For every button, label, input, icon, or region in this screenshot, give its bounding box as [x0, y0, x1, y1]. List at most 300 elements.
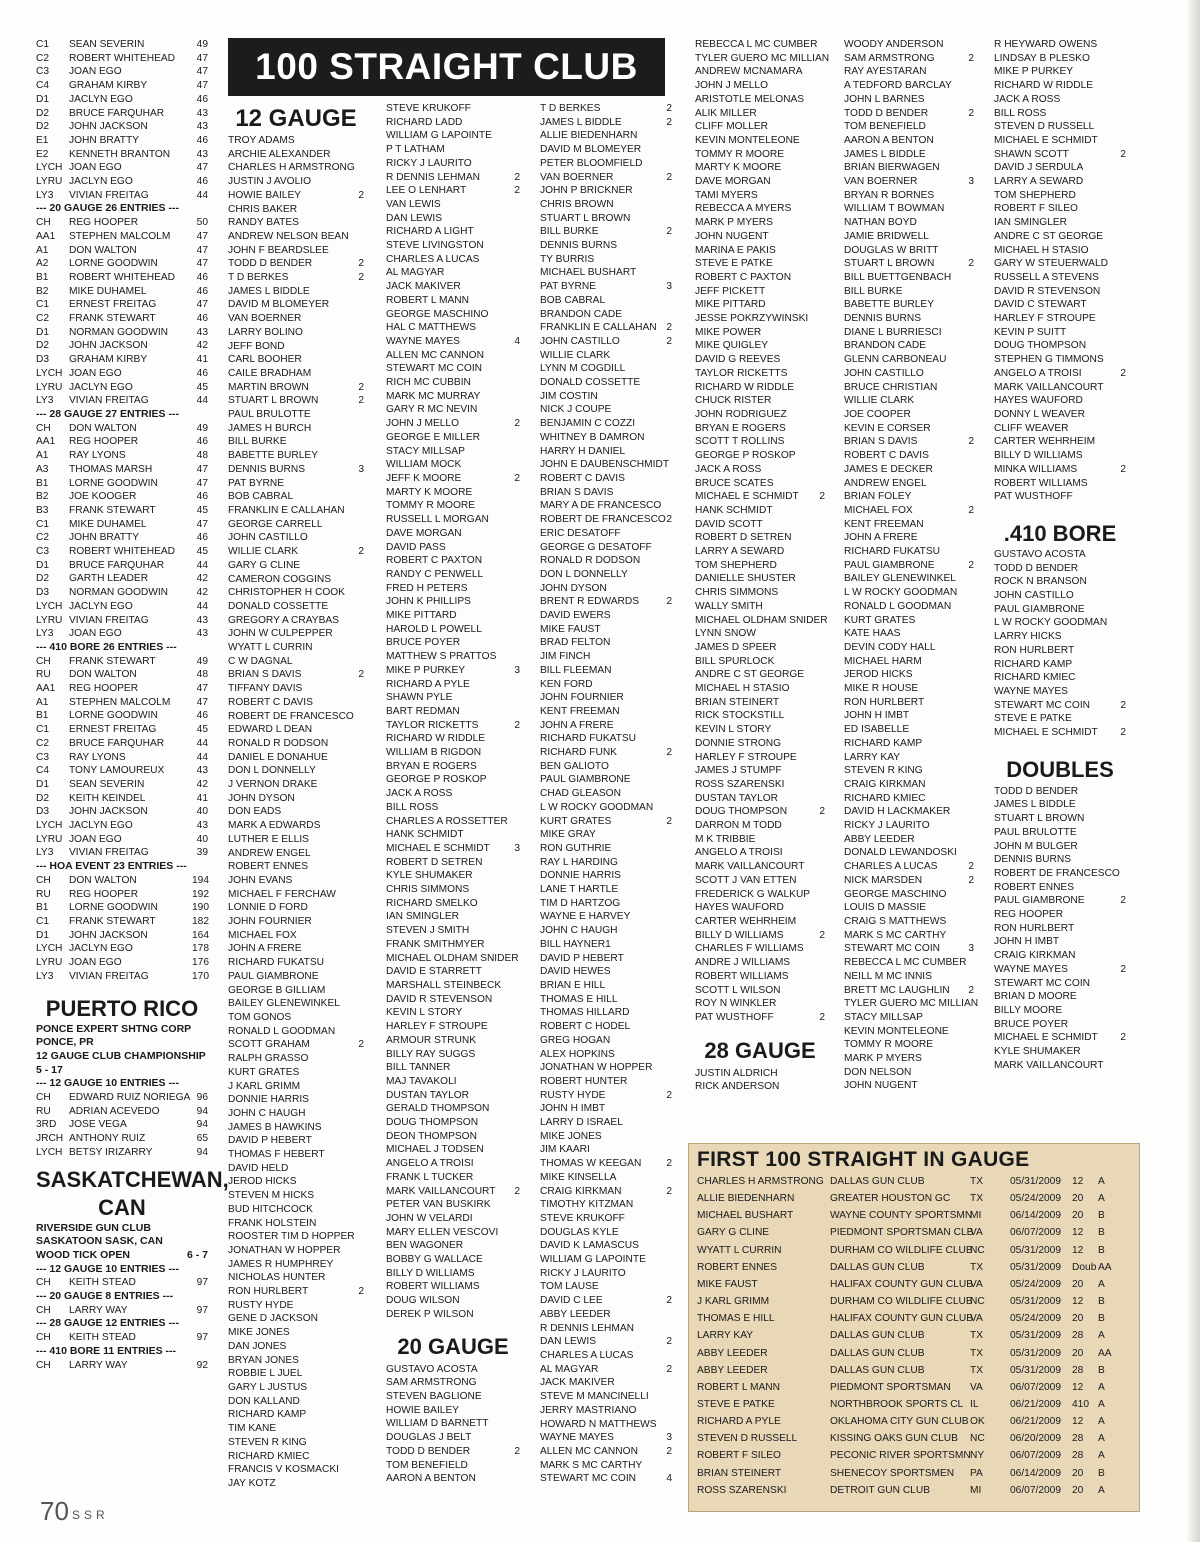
repeat-count [1110, 712, 1126, 726]
shooter-name: STUART L BROWN [844, 258, 935, 270]
shooter-name: TOM GONOS [228, 1012, 292, 1023]
result-row [36, 737, 208, 751]
shooter-name: JAMIE BRIDWELL [844, 230, 929, 242]
shooter-name: STACY MILLSAP [386, 445, 465, 457]
club-member-row [228, 641, 364, 655]
club-member-row [228, 1093, 364, 1107]
state: NC [970, 1296, 985, 1308]
repeat-count [1110, 1059, 1126, 1073]
class-code: LYCH [36, 1146, 63, 1158]
class-code: D1 [36, 929, 50, 941]
class: A [1098, 1433, 1105, 1445]
club-member-row [540, 554, 672, 568]
club-member-row [540, 965, 672, 979]
shooter-name: ROBERT C DAVIS [844, 450, 929, 462]
club-member-row [386, 349, 520, 363]
shooter-name: ANDREW ENGEL [228, 847, 311, 859]
repeat-count [348, 1395, 364, 1409]
club-member-row [228, 559, 364, 573]
shooter-name: GEORGE MASCHINO [386, 308, 489, 320]
repeat-count [1110, 65, 1126, 79]
result-row [36, 833, 208, 847]
club-member-row [540, 609, 672, 623]
club-member-row [540, 321, 672, 335]
date: 06/14/2009 [1010, 1210, 1061, 1222]
repeat-count [1110, 922, 1126, 936]
shooter-name: JAMES R HUMPHREY [228, 1258, 334, 1270]
score: 46 [196, 285, 208, 297]
date: 06/07/2009 [1010, 1227, 1061, 1239]
club-member-row [386, 541, 520, 555]
repeat-count [1110, 339, 1126, 353]
score: 47 [196, 230, 208, 242]
repeat-count [1110, 490, 1126, 504]
shooter-name: WAYNE MAYES [994, 685, 1068, 697]
repeat-count [656, 431, 672, 445]
club-member-row [540, 732, 672, 746]
shooter-name: JACLYN EGO [69, 381, 133, 393]
shooter-name: SCOTT T ROLLINS [695, 436, 785, 448]
shooter-name: TAYLOR RICKETTS [386, 719, 479, 731]
class-code: A1 [36, 696, 49, 708]
shooter-name: WYATT L CURRIN [697, 1244, 782, 1256]
club-member-row [540, 1294, 672, 1308]
repeat-count [958, 545, 974, 559]
repeat-count [504, 910, 520, 924]
repeat-count [809, 723, 825, 737]
shooter-name: ALLIE BIEDENHARN [540, 130, 638, 142]
shooter-name: STUART L BROWN [540, 212, 631, 224]
shooter-name: RUSTY HYDE [228, 1299, 294, 1311]
club-member-row [228, 490, 364, 504]
repeat-count: 2 [666, 1363, 672, 1375]
shooter-name: TOMMY R MOORE [844, 1039, 934, 1051]
shooter-name: JOHN NUGENT [695, 230, 769, 242]
section-title-20-gauge: 20 GAUGE [397, 1333, 509, 1359]
repeat-count: 2 [358, 189, 364, 201]
club-member-row [386, 1390, 520, 1404]
shooter-name: CAMERON COGGINS [228, 573, 332, 585]
class-code: LYCH [36, 820, 63, 832]
club-member-row [844, 1038, 974, 1052]
shooter-name: JEFF K MOORE [386, 472, 462, 484]
club-name: PIEDMONT SPORTSMAN [830, 1381, 951, 1393]
shooter-name: DAVID SCOTT [695, 518, 763, 530]
club-member-row [695, 518, 825, 532]
shooter-name: ALIK MILLER [695, 107, 757, 119]
club-member-row [695, 833, 825, 847]
club-member-row [228, 257, 364, 271]
result-row [36, 161, 208, 175]
club-member-row [994, 463, 1126, 477]
club-member-row [994, 148, 1126, 162]
result-row [36, 490, 208, 504]
state: PA [970, 1467, 983, 1479]
shooter-name: AARON A BENTON [386, 1473, 476, 1485]
shooter-name: DAVE MORGAN [695, 176, 771, 188]
repeat-count [504, 499, 520, 513]
shooter-name: LARRY HICKS [994, 631, 1062, 643]
result-row [36, 668, 208, 682]
club-member-row [994, 908, 1126, 922]
shooter-name: STEVE KRUKOFF [540, 1212, 625, 1224]
class-code: D3 [36, 806, 50, 818]
repeat-count [809, 751, 825, 765]
first-straight-row [697, 1245, 1128, 1256]
repeat-count [656, 1308, 672, 1322]
repeat-count [1110, 161, 1126, 175]
club-member-row [540, 842, 672, 856]
repeat-count [348, 1340, 364, 1354]
club-member-row [386, 1280, 520, 1294]
shooter-name: GRAHAM KIRBY [69, 354, 148, 366]
shooter-name: DONNY L WEAVER [994, 408, 1085, 420]
shooter-name: MIKE P PURKEY [994, 66, 1074, 78]
score: 47 [196, 52, 208, 64]
repeat-count [1110, 326, 1126, 340]
club-member-row [994, 449, 1126, 463]
club-member-row [228, 1312, 364, 1326]
club-member-row [228, 203, 364, 217]
gauge: 20 [1072, 1467, 1084, 1479]
club-member-row [540, 1404, 672, 1418]
club-member-row [228, 1422, 364, 1436]
repeat-count [809, 1067, 825, 1081]
result-row [36, 682, 208, 696]
club-member-row [228, 1477, 364, 1491]
shooter-name: KEVIN E CORSER [844, 422, 931, 434]
shooter-name: JOAN EGO [69, 367, 122, 379]
score: 40 [196, 833, 208, 845]
club-member-row [695, 93, 825, 107]
class-code: D1 [36, 326, 50, 338]
shooter-name: THOMAS MARSH [69, 463, 153, 475]
repeat-count: 2 [514, 185, 520, 197]
score: 46 [196, 93, 208, 105]
club-member-row [540, 993, 672, 1007]
repeat-count: 2 [666, 226, 672, 238]
club-member-row [386, 979, 520, 993]
club-member-row [540, 499, 672, 513]
club-member-row [844, 161, 974, 175]
shooter-name: MARY ELLEN VESCOVI [386, 1226, 499, 1238]
repeat-count [1110, 312, 1126, 326]
shooter-name: HOWARD N MATTHEWS [540, 1418, 657, 1430]
club-member-row [386, 1034, 520, 1048]
club-member-row [695, 984, 825, 998]
date: 06/21/2009 [1010, 1398, 1061, 1410]
class-code: AA1 [36, 436, 56, 448]
shooter-name: JONATHAN W HOPPER [540, 1062, 653, 1074]
club-member-row [386, 472, 520, 486]
club-member-row [228, 367, 364, 381]
club-member-row [228, 230, 364, 244]
score: 44 [196, 751, 208, 763]
club-member-row [540, 1130, 672, 1144]
repeat-count [348, 490, 364, 504]
shooter-name: ROBERT C PAXTON [386, 555, 483, 567]
repeat-count [1110, 990, 1126, 1004]
shooter-name: ROBBIE L JUEL [228, 1368, 303, 1380]
score: 43 [196, 148, 208, 160]
repeat-count [348, 244, 364, 258]
repeat-count [656, 1130, 672, 1144]
repeat-count [958, 737, 974, 751]
shooter-name: JAMES E DECKER [844, 463, 933, 475]
repeat-count [348, 477, 364, 491]
club-member-row [695, 929, 825, 943]
state: TX [970, 1347, 984, 1359]
repeat-count: 2 [358, 669, 364, 681]
shooter-name: JOHN P BRICKNER [540, 185, 633, 197]
club-member-row [228, 792, 364, 806]
shooter-name: BEN WAGONER [386, 1240, 464, 1252]
repeat-count [348, 888, 364, 902]
shooter-name: ROBERT DE FRANCESCO [540, 514, 666, 526]
club-member-row [844, 655, 974, 669]
shooter-name: HAYES WAUFORD [695, 902, 784, 914]
repeat-count [504, 965, 520, 979]
club-member-row [228, 189, 364, 203]
shooter-name: CHARLES A ROSSETTER [386, 815, 508, 827]
repeat-count [809, 655, 825, 669]
shooter-name: GUSTAVO ACOSTA [386, 1363, 478, 1375]
shooter-name: MARK VAILLANCOURT [994, 381, 1104, 393]
shooter-name: TOM SHEPHERD [994, 189, 1076, 201]
repeat-count [1110, 798, 1126, 812]
shooter-name: STEVEN D RUSSELL [697, 1433, 798, 1445]
shooter-name: GEORGE CARRELL [228, 518, 323, 530]
shooter-name: DUSTAN TAYLOR [386, 1089, 470, 1101]
repeat-count: 2 [819, 929, 825, 941]
score: 97 [196, 1277, 208, 1289]
shooter-name: CHARLES H ARMSTRONG [228, 162, 355, 174]
shooter-name: JEFF PICKETT [695, 285, 766, 297]
repeat-count [1110, 908, 1126, 922]
club-member-row [228, 1025, 364, 1039]
shooter-name: ANDREW MCNAMARA [695, 66, 803, 78]
club-member-row [540, 1363, 672, 1377]
score: 176 [192, 957, 209, 969]
event-name: WOOD TICK OPEN [36, 1248, 130, 1261]
club-name: HALIFAX COUNTY GUN CLUB [830, 1313, 974, 1325]
shooter-name: ROOSTER TIM D HOPPER [228, 1231, 355, 1243]
shooter-name: MICHAEL E SCHMIDT [695, 491, 799, 503]
repeat-count: 2 [358, 381, 364, 393]
repeat-count [348, 504, 364, 518]
club-member-row [844, 435, 974, 449]
shooter-name: PAUL GIAMBRONE [994, 895, 1085, 907]
club-member-row [695, 846, 825, 860]
shooter-name: MIKE DUHAMEL [69, 518, 147, 530]
repeat-count [1110, 435, 1126, 449]
club-member-row [994, 616, 1126, 630]
score: 44 [196, 600, 208, 612]
repeat-count [348, 586, 364, 600]
club-member-row [994, 65, 1126, 79]
repeat-count [656, 417, 672, 431]
club-member-row [994, 603, 1126, 617]
result-row [36, 1091, 208, 1105]
shooter-name: JOHN JACKSON [69, 929, 148, 941]
shooter-name: JONATHAN W HOPPER [228, 1244, 341, 1256]
shooter-name: CRAIG S MATTHEWS [844, 916, 947, 927]
shooter-name: AARON A BENTON [844, 134, 934, 146]
shooter-name: JOHN C HAUGH [228, 1107, 306, 1119]
shooter-name: BRYAN E ROGERS [695, 422, 786, 434]
repeat-count [348, 1162, 364, 1176]
result-row [36, 600, 208, 614]
repeat-count [1110, 644, 1126, 658]
club-member-row [695, 778, 825, 792]
repeat-count [504, 582, 520, 596]
shooter-name: JOHN FOURNIER [540, 692, 624, 704]
shooter-name: JACLYN EGO [69, 943, 133, 955]
club-member-row [386, 897, 520, 911]
result-row [36, 285, 208, 299]
club-member-row [386, 335, 520, 349]
club-name: NORTHBROOK SPORTS CL [830, 1398, 964, 1410]
club-member-row [540, 417, 672, 431]
shooter-name: BRIAN S DAVIS [844, 436, 918, 448]
state: TX [970, 1261, 984, 1273]
repeat-count [348, 216, 364, 230]
class-code: E2 [36, 148, 49, 160]
shooter-name: MARSHALL STEINBECK [386, 980, 502, 991]
shooter-name: ROBERT WILLIAMS [695, 970, 789, 982]
club-member-row [228, 600, 364, 614]
shooter-name: MICHAEL H STASIO [695, 683, 790, 695]
repeat-count [958, 1011, 974, 1025]
shooter-name: HAYES WAUFORD [994, 395, 1083, 407]
shooter-name: RALPH GRASSO [228, 1053, 309, 1065]
state: TX [970, 1193, 984, 1205]
repeat-count [504, 321, 520, 335]
club-member-row [540, 527, 672, 541]
club-member-row [228, 723, 364, 737]
result-row [36, 257, 208, 271]
club-member-row [228, 449, 364, 463]
club-member-row [386, 1075, 520, 1089]
repeat-count [958, 230, 974, 244]
club-member-row [994, 353, 1126, 367]
club-member-row [540, 1157, 672, 1171]
repeat-count [504, 732, 520, 746]
club-member-row [386, 760, 520, 774]
repeat-count [1110, 616, 1126, 630]
club-member-row [994, 189, 1126, 203]
first-straight-row [697, 1468, 1128, 1479]
shooter-name: LUTHER E ELLIS [228, 833, 309, 845]
club-member-row [844, 792, 974, 806]
repeat-count [809, 107, 825, 121]
class-code: LYCH [36, 162, 63, 174]
club-member-row [994, 1059, 1126, 1073]
club-member-row [540, 1020, 672, 1034]
entries-header: --- 28 GAUGE 12 ENTRIES --- [36, 1317, 179, 1330]
shooter-name: VIVIAN FREITAG [69, 395, 149, 407]
repeat-count [958, 655, 974, 669]
score: 92 [196, 1359, 208, 1371]
shooter-name: JOAN EGO [69, 66, 122, 78]
shooter-name: KEVIN MONTELEONE [695, 134, 800, 146]
shooter-name: BILL BURKE [540, 226, 599, 238]
results-column-7 [994, 38, 1126, 1073]
club-member-row [540, 883, 672, 897]
shooter-name: LARRY BOLINO [228, 326, 303, 338]
score: 47 [196, 683, 208, 695]
repeat-count: 2 [666, 747, 672, 759]
repeat-count [1110, 603, 1126, 617]
club-member-row [540, 335, 672, 349]
repeat-count [656, 1198, 672, 1212]
shooter-name: NORMAN GOODWIN [69, 587, 169, 599]
club-member-row [994, 644, 1126, 658]
club-member-row [228, 737, 364, 751]
repeat-count [504, 1061, 520, 1075]
repeat-count [809, 449, 825, 463]
shooter-name: TY BURRIS [540, 253, 595, 265]
repeat-count [348, 1271, 364, 1285]
shooter-name: J KARL GRIMM [228, 1080, 301, 1092]
repeat-count [348, 600, 364, 614]
shooter-name: WILLIE CLARK [540, 349, 611, 361]
score: 50 [196, 217, 208, 229]
repeat-count [348, 764, 364, 778]
club-member-row [844, 490, 974, 504]
club-member-row [994, 562, 1126, 576]
shooter-name: STEVE E PATKE [697, 1398, 775, 1410]
repeat-count [504, 1020, 520, 1034]
club-member-row [844, 93, 974, 107]
repeat-count [958, 120, 974, 134]
club-member-row [386, 225, 520, 239]
club-name: DALLAS GUN CLUB [830, 1261, 925, 1273]
shooter-name: TOM BENEFIELD [386, 1459, 468, 1471]
repeat-count [348, 1367, 364, 1381]
shooter-name: STEWART MC COIN [994, 699, 1091, 711]
repeat-count [1110, 134, 1126, 148]
shooter-name: JACLYN EGO [69, 600, 133, 612]
repeat-count [504, 349, 520, 363]
repeat-count [656, 541, 672, 555]
results-column-4 [540, 102, 672, 1486]
date: 05/24/2009 [1010, 1313, 1061, 1325]
repeat-count [656, 705, 672, 719]
repeat-count [958, 38, 974, 52]
first-straight-row [697, 1279, 1128, 1290]
club-member-row [994, 244, 1126, 258]
club-member-row [386, 965, 520, 979]
club-member-row [386, 691, 520, 705]
shooter-name: ROBERT HUNTER [540, 1075, 628, 1087]
repeat-count [809, 381, 825, 395]
club-member-row [695, 285, 825, 299]
shooter-name: HARLEY F STROUPE [386, 1021, 488, 1033]
shooter-name: BRUCE FARQUHAR [69, 107, 165, 119]
repeat-count [348, 1408, 364, 1422]
shooter-name: MARK P MYERS [844, 1053, 922, 1065]
repeat-count [348, 312, 364, 326]
repeat-count [958, 833, 974, 847]
shooter-name: BRAD FELTON [540, 637, 611, 649]
repeat-count [504, 801, 520, 815]
club-member-row [540, 1280, 672, 1294]
repeat-count [1110, 38, 1126, 52]
repeat-count [504, 266, 520, 280]
score: 45 [196, 381, 208, 393]
shooter-name: DAVID PASS [386, 541, 446, 553]
